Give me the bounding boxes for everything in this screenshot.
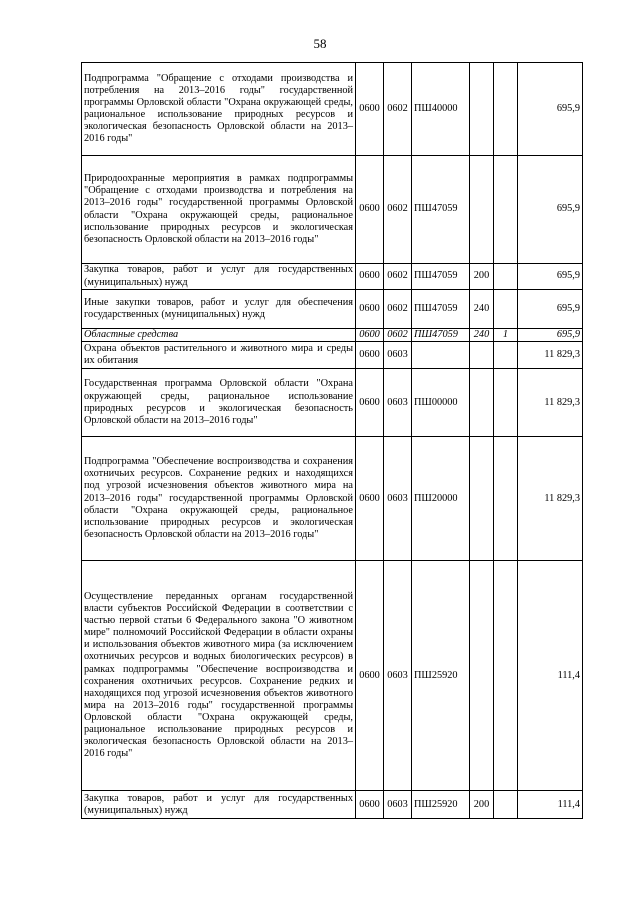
row-subsection: 0602 bbox=[384, 290, 412, 329]
row-target-code: ПШ47059 bbox=[412, 329, 470, 342]
table-row bbox=[82, 791, 583, 819]
row-section: 0600 bbox=[356, 264, 384, 290]
row-name: Областные средства bbox=[82, 329, 356, 342]
table-row bbox=[82, 437, 583, 561]
table-row bbox=[82, 342, 583, 369]
page-number: 58 bbox=[313, 36, 327, 51]
row-section: 0600 bbox=[356, 561, 384, 791]
row-funding-source bbox=[494, 369, 518, 437]
row-target-code: ПШ20000 bbox=[412, 437, 470, 561]
row-expense-type: 240 bbox=[470, 290, 494, 329]
row-amount: 11 829,3 bbox=[518, 342, 583, 369]
row-target-code: ПШ40000 bbox=[412, 63, 470, 156]
row-funding-source bbox=[494, 290, 518, 329]
row-name: Государственная программа Орловской области "Охрана окружающей среды, рациональное использование природных ресурсов и экологическая безопасность Орловской области на 2013–2016 годы" bbox=[82, 369, 356, 437]
row-expense-type bbox=[470, 369, 494, 437]
table-row bbox=[82, 561, 583, 791]
row-amount: 695,9 bbox=[518, 329, 583, 342]
row-target-code: ПШ00000 bbox=[412, 369, 470, 437]
row-target-code: ПШ25920 bbox=[412, 791, 470, 819]
row-section: 0600 bbox=[356, 156, 384, 264]
row-expense-type bbox=[470, 63, 494, 156]
row-section: 0600 bbox=[356, 329, 384, 342]
row-amount: 111,4 bbox=[518, 791, 583, 819]
row-amount: 11 829,3 bbox=[518, 369, 583, 437]
row-target-code bbox=[412, 342, 470, 369]
row-name: Подпрограмма "Обеспечение воспроизводства и сохранения охотничьих ресурсов. Сохранение редких и находящихся под угрозой исчезновения объектов животного мира на 2013–2016 годы" государственной программы Орловской области "Охрана окружающей среды, рациональное использование природных ресурсов и экологическая безопасность Орловской области на 2013–2016 годы" bbox=[82, 437, 356, 561]
row-name: Охрана объектов растительного и животного мира и среды их обитания bbox=[82, 342, 356, 369]
row-section: 0600 bbox=[356, 342, 384, 369]
row-amount: 695,9 bbox=[518, 156, 583, 264]
row-target-code: ПШ47059 bbox=[412, 156, 470, 264]
row-amount: 695,9 bbox=[518, 63, 583, 156]
row-amount: 111,4 bbox=[518, 561, 583, 791]
row-section: 0600 bbox=[356, 63, 384, 156]
row-target-code: ПШ47059 bbox=[412, 264, 470, 290]
row-subsection: 0603 bbox=[384, 561, 412, 791]
row-subsection: 0603 bbox=[384, 369, 412, 437]
row-name: Закупка товаров, работ и услуг для государственных (муниципальных) нужд bbox=[82, 264, 356, 290]
row-funding-source bbox=[494, 264, 518, 290]
row-funding-source bbox=[494, 156, 518, 264]
table-row bbox=[82, 290, 583, 329]
row-subsection: 0602 bbox=[384, 156, 412, 264]
row-expense-type: 200 bbox=[470, 264, 494, 290]
row-section: 0600 bbox=[356, 791, 384, 819]
row-subsection: 0603 bbox=[384, 791, 412, 819]
row-funding-source bbox=[494, 791, 518, 819]
row-name: Осуществление переданных органам государственной власти субъектов Российской Федерации в соответствии с частью первой статьи 6 Федерального закона "О животном мире" полномочий Российской Федерации в области охраны и использования объектов животного мира (за исключением охотничьих ресурсов и водных биологических ресурсов) в рамках подпрограммы "Обеспечение воспроизводства и сохранения охотничьих ресурсов. Сохранение редких и находящихся под угрозой исчезновения объектов животного мира на 2013–2016 годы" государственной программы Орловской области "Охрана окружающей среды, рациональное использование природных ресурсов и экологическая безопасность Орловской области на 2013–2016 годы" bbox=[82, 561, 356, 791]
row-section: 0600 bbox=[356, 369, 384, 437]
row-amount: 695,9 bbox=[518, 290, 583, 329]
row-name: Иные закупки товаров, работ и услуг для обеспечения государственных (муниципальных) нужд bbox=[82, 290, 356, 329]
row-funding-source bbox=[494, 63, 518, 156]
row-expense-type: 240 bbox=[470, 329, 494, 342]
row-expense-type bbox=[470, 437, 494, 561]
row-target-code: ПШ25920 bbox=[412, 561, 470, 791]
row-funding-source bbox=[494, 342, 518, 369]
table-row bbox=[82, 369, 583, 437]
budget-table bbox=[81, 62, 583, 819]
row-section: 0600 bbox=[356, 437, 384, 561]
row-name: Закупка товаров, работ и услуг для государственных (муниципальных) нужд bbox=[82, 791, 356, 819]
row-funding-source bbox=[494, 561, 518, 791]
row-subsection: 0602 bbox=[384, 329, 412, 342]
row-subsection: 0603 bbox=[384, 437, 412, 561]
row-name: Подпрограмма "Обращение с отходами производства и потребления на 2013–2016 годы" государственной программы Орловской области "Охрана окружающей среды, рациональное использование природных ресурсов и экологическая безопасность Орловской области на 2013–2016 годы" bbox=[82, 63, 356, 156]
row-subsection: 0602 bbox=[384, 264, 412, 290]
table-row bbox=[82, 63, 583, 156]
row-expense-type bbox=[470, 561, 494, 791]
row-section: 0600 bbox=[356, 290, 384, 329]
row-amount: 11 829,3 bbox=[518, 437, 583, 561]
row-funding-source bbox=[494, 437, 518, 561]
table-row bbox=[82, 264, 583, 290]
row-subsection: 0602 bbox=[384, 63, 412, 156]
row-amount: 695,9 bbox=[518, 264, 583, 290]
row-subsection: 0603 bbox=[384, 342, 412, 369]
row-expense-type bbox=[470, 156, 494, 264]
row-funding-source: 1 bbox=[494, 329, 518, 342]
row-target-code: ПШ47059 bbox=[412, 290, 470, 329]
row-expense-type: 200 bbox=[470, 791, 494, 819]
table-row bbox=[82, 156, 583, 264]
row-name: Природоохранные мероприятия в рамках подпрограммы "Обращение с отходами производства и потребления на 2013–2016 годы" государственной программы Орловской области "Охрана окружающей среды, рациональное использование природных ресурсов и экологическая безопасность Орловской области на 2013–2016 годы" bbox=[82, 156, 356, 264]
table-row bbox=[82, 329, 583, 342]
row-expense-type bbox=[470, 342, 494, 369]
